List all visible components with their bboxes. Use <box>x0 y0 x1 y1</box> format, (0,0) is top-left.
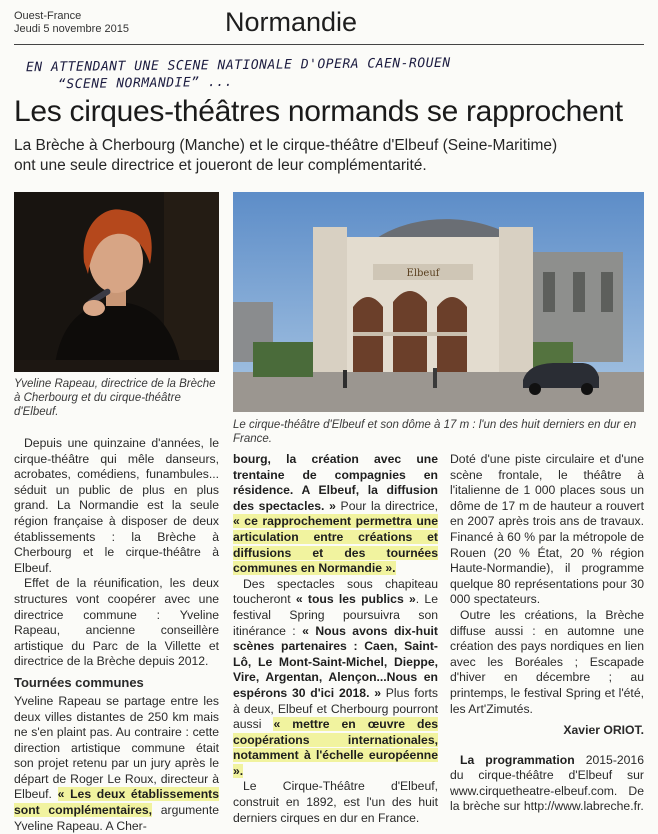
handwritten-note-line-2: “SCENE NORMANDIE” ... <box>57 74 233 93</box>
paragraph <box>233 577 438 780</box>
issue-date: Jeudi 5 novembre 2015 <box>14 23 129 35</box>
building-sign: Elbeuf <box>406 268 440 279</box>
highlighted-quote: « mettre en œuvre des coopérations internationales, notamment à l'échelle européenne ». <box>233 717 439 778</box>
section-title: Normandie <box>225 7 358 37</box>
paragraph: Effet de la réunification, les deux structures vont coopérer avec une directrice commune : Yveline Rapeau, ancienne conseillère artistique du Parc de la Villette et directrice de la Brèche depuis 2012. <box>14 576 219 669</box>
paragraph: Le Cirque-Théâtre d'Elbeuf, construit en 1892, est l'un des huit derniers cirques en dur en France. <box>233 779 438 825</box>
bold-quote: « Nous avons dix-huit scènes partenaires : Caen, Saint-Lô, Le Mont-Saint-Michel, Dieppe, Vire, Argentan, Alençon...Nous en espérons 30 d'ici 2018. » <box>233 623 438 700</box>
article-author: Xavier ORIOT. <box>563 723 644 738</box>
article-standfirst-line-2: ont une seule directrice et joueront de leur complémentarité. <box>14 157 427 174</box>
article-column-1 <box>14 436 219 834</box>
bold-quote: « tous les publics » <box>295 592 416 607</box>
intertitle: Tournées communes <box>14 674 144 690</box>
text-run: . Le festival Spring poursuivra son itinérance : <box>233 592 438 638</box>
portrait-photo <box>14 192 219 372</box>
text-run: Yveline Rapeau se partage entre les deux villes distantes de 250 km mais ne s'en plaint pas. Au contraire : cette direction artistique commune était son projet retenu par un jury après le départ de Roger Le Roux, directeur à Elbeuf. <box>14 693 219 802</box>
text-run: Plus forts à deux, Elbeuf et Cherbourg pourront aussi <box>233 685 438 732</box>
highlighted-quote: « Les deux établissements sont complémentaires, <box>14 787 219 818</box>
cirque-theatre-photo <box>233 192 644 412</box>
text-run: 2015-2016 du cirque-théâtre d'Elbeuf sur www.cirquetheatre-elbeuf.com. De la brèche sur http://www.labreche.fr. <box>450 752 644 814</box>
text-run: argumente Yveline Rapeau. A Cher- <box>14 803 219 833</box>
article-column-2 <box>233 452 438 826</box>
paragraph: Depuis une quinzaine d'années, le cirque-théâtre qui mêle danseurs, acrobates, comédiens, funambules... séduit un public de plus en plus grand. La Normandie est la seule région française à disposer de deux établissements : la Brèche à Cherbourg et le cirque-théâtre à Elbeuf. <box>14 436 219 575</box>
article-standfirst-line-1: La Brèche à Cherbourg (Manche) et le cirque-théâtre d'Elbeuf (Seine-Maritime) <box>14 137 558 154</box>
article-column-3 <box>450 452 644 815</box>
paragraph <box>14 694 219 834</box>
article-headline: Les cirques-théâtres normands se rapprochent <box>14 95 623 128</box>
paragraph <box>233 452 438 577</box>
header-rule <box>14 44 644 45</box>
paragraph: Outre les créations, la Brèche diffuse aussi : en automne une création des pays nordiques en lien avec les Boréales ; Escapade d'hiver en décembre ; au printemps, le festival Spring et l'été, les Art'Zimutés. <box>450 607 644 716</box>
building-caption: Le cirque-théâtre d'Elbeuf et son dôme à 17 m : l'un des huit derniers en dur en France. <box>233 419 637 445</box>
text-run: Pour la directrice, <box>335 498 438 513</box>
highlighted-quote: « ce rapprochement permettra une articulation entre créations et diffusions et des tournées communes en Normandie ». <box>233 514 438 576</box>
newspaper-name: Ouest-France <box>14 10 82 22</box>
handwritten-note-line-1: EN ATTENDANT UNE SCENE NATIONALE D'OPERA CAEN-ROUEN <box>25 55 451 76</box>
bold-quote: bourg, la création avec une trentaine de compagnies en résidence. A Elbeuf, la diffusion des spectacles. » <box>233 452 438 513</box>
programme-label: La programmation <box>460 752 575 767</box>
programme-note <box>450 753 644 815</box>
paragraph: Doté d'une piste circulaire et d'une scène frontale, le théâtre à l'italienne de 1 000 places sous un dôme de 17 m de hauteur a rouvert en 2007 après trois ans de travaux. Financé à 60 % par la métropole de Rouen (20 % État, 20 % région Haute-Normandie), il programme quelque 80 représentations pour 30 000 spectateurs. <box>450 452 644 607</box>
portrait-caption: Yveline Rapeau, directrice de la Brèche à Cherbourg et du cirque-théâtre d'Elbeuf. <box>14 378 216 418</box>
text-run: Des spectacles sous chapiteau toucheront <box>233 576 438 607</box>
